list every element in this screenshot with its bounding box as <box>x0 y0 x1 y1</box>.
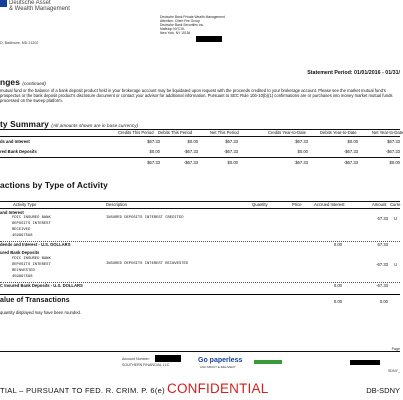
activity-currency: U <box>394 216 398 221</box>
activity-type-line: REINVESTED <box>12 269 35 273</box>
summary-cell: $0.00 <box>187 139 198 144</box>
summary-cell: $67.33 <box>147 139 160 144</box>
activity-type-line: DEPOSITS INTEREST <box>12 222 51 226</box>
divider <box>0 208 400 209</box>
summary-total-cell: $67.33 <box>295 160 308 165</box>
col-currency: Curre <box>390 202 401 207</box>
go-paperless-logo: Go paperless <box>198 357 243 364</box>
confidential-notice: TIAL – PURSUANT TO FED. R. CRIM. P. 6(e) <box>0 386 165 395</box>
col-accrued-interest: Accrued Interest <box>314 202 345 207</box>
activity-type-line: FDIC INSURED BANK <box>12 257 51 261</box>
page-label: Page <box>391 347 400 351</box>
value-amount: 0.00 <box>379 299 388 304</box>
activity-type-line: DEPOSITS INTEREST <box>12 263 51 267</box>
section-note: (continued) <box>22 81 47 86</box>
activity-currency: U <box>394 262 398 267</box>
col-activity-type: Activity Type <box>13 202 37 207</box>
divider <box>0 351 400 352</box>
summary-cell: -$67.33 <box>223 149 238 154</box>
summary-cell: -$67.33 <box>183 149 198 154</box>
account-number-label: Account Number: <box>122 357 150 361</box>
summary-cell: $67.33 <box>295 139 308 144</box>
firm-name: SOUTHERN FINANCIAL LLC <box>122 363 170 367</box>
summary-cell: $0.00 <box>347 139 358 144</box>
value-of-transactions-title: alue of Transactions <box>0 297 70 304</box>
changes-paragraph: mutual fund or the balance of a bank deposit product held in your brokerage account may be liquidated upon request with the proceeds credited to your brokerage account. Please see the market mutual fund's prospectus or the bank deposit product's disclosure document or contact your advisor for additional information. Pursuant to SEC Rule 10b-10(b)(1) confirmations are or purchases into money market mutual funds processed on the sweep platform. <box>0 88 393 104</box>
go-paperless-tagline: ASK ABOUT E-DELIVERY <box>200 365 236 369</box>
summary-row-label: red Bank Deposits <box>0 149 37 154</box>
section-note: (All amounts shown are in base currency) <box>51 123 139 128</box>
summary-total-cell: $67.33 <box>147 160 160 165</box>
col-quantity: Quantity <box>252 202 268 207</box>
activity-subtotal-amount: 67.33 <box>377 242 388 247</box>
summary-row-label: ds and Interest <box>0 139 30 144</box>
award-badge-icon <box>254 360 282 364</box>
summary-cell: $67.33 <box>387 139 400 144</box>
confidential-stamp: CONFIDENTIAL <box>167 381 269 396</box>
advisor-address-line4: Mailstop NYC15- <box>160 27 185 31</box>
divider <box>0 157 400 158</box>
activity-subtotal-accrued: 0.00 <box>333 283 342 288</box>
advisor-address-line3: Deutsche Bank Securities Inc. <box>160 23 204 27</box>
summary-total-cell: $0.00 <box>227 160 238 165</box>
client-address: D, Baltimore, MD 21202 <box>0 41 39 45</box>
activity-type-line: 459997598 <box>12 275 33 279</box>
section-title-activity: actions by Type of Activity <box>0 180 108 190</box>
col-amount: Amount <box>372 202 387 207</box>
rounding-note: quantity displayed may have been rounded. <box>0 310 82 315</box>
brand-name-line1: Deutsche Asset <box>9 0 51 6</box>
activity-type-line: RECEIVED <box>12 228 31 232</box>
section-title-changes <box>0 77 46 87</box>
divider <box>0 136 400 137</box>
col-credits-ytd: Credits Year-to-Date <box>268 130 306 135</box>
redaction-box <box>155 355 181 362</box>
brand-name-line2: & Wealth Management <box>9 6 70 12</box>
value-accrued: 0.00 <box>333 299 342 304</box>
col-description: Description <box>106 202 127 207</box>
activity-type-line: 459997598 <box>12 234 33 238</box>
summary-total-cell: -$67.33 <box>343 160 358 165</box>
activity-subtotal-amount: -67.33 <box>376 283 388 288</box>
activity-group-label: ured Bank Deposits <box>0 250 40 255</box>
advisor-address-line1: Deutsche Bank Private Wealth Management <box>160 15 225 19</box>
summary-total-cell: -$67.33 <box>183 160 198 165</box>
col-net-ytd: Net Year-to-Date <box>372 130 403 135</box>
activity-amount: -67.33 <box>376 262 388 267</box>
section-title-summary <box>0 119 138 129</box>
activity-group-label: and Interest <box>0 210 24 215</box>
summary-cell: -$67.33 <box>385 149 400 154</box>
summary-cell: $67.33 <box>225 139 238 144</box>
col-debits-ytd: Debits Year-to-Date <box>320 130 357 135</box>
summary-cell: $0.00 <box>149 149 160 154</box>
section-title-text: nges <box>0 77 20 87</box>
activity-amount: 67.33 <box>377 216 388 221</box>
activity-subtotal-label: C Insured Bank Deposits - U.S. DOLLARS <box>0 283 83 288</box>
activity-description: INSURED DEPOSITS INTEREST CREDITED <box>106 216 184 220</box>
redaction-box <box>196 36 222 42</box>
redaction-box <box>350 360 380 365</box>
activity-subtotal-label: dends and Interest - U.S. DOLLARS <box>0 242 71 247</box>
summary-total-cell: $0.00 <box>389 160 400 165</box>
summary-cell: $0.00 <box>297 149 308 154</box>
statement-period: Statement Period: 01/01/2016 - 01/31/ <box>307 70 400 76</box>
summary-cell: -$67.33 <box>343 149 358 154</box>
brand-logo-icon <box>0 0 7 7</box>
col-price: Price <box>292 202 302 207</box>
bates-number: DB-SDNY <box>366 386 400 395</box>
client-id: SDNY_ <box>388 369 400 373</box>
advisor-address-line5: New York, NY 10154 <box>160 31 191 35</box>
activity-description: INSURED DEPOSITS INTEREST REINVESTED <box>106 262 189 266</box>
activity-type-line: FDIC INSURED BANK <box>12 216 51 220</box>
advisor-address-line2: Attention: Client Fee Group <box>160 19 200 23</box>
section-title-text: ty Summary <box>0 119 49 129</box>
divider <box>0 294 400 295</box>
col-debits-period: Debits This Period <box>158 130 193 135</box>
activity-subtotal-accrued: 0.00 <box>333 242 342 247</box>
col-net-period: Net This Period <box>210 130 239 135</box>
col-credits-period: Credits This Period <box>118 130 154 135</box>
